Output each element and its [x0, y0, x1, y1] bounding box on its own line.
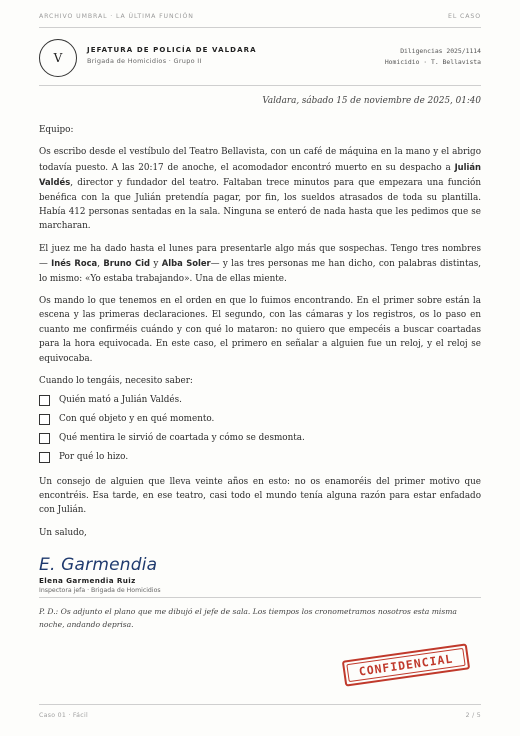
confidential-stamp: CONFIDENCIAL: [342, 643, 470, 686]
case-level: Caso 01 · Fácil: [39, 712, 88, 719]
running-header: [39, 13, 481, 20]
checklist-item: Con qué objeto y en qué momento.: [39, 410, 481, 429]
paragraph-4: Un consejo de alguien que lleva veinte años en esto: no os enamoréis del primer motivo que encontréis. Esa tarde, en ese teatro, casi todo el mundo tenía alguna razón para estar enfadado con Julián.: [39, 476, 481, 516]
checklist-item: Por qué lo hizo.: [39, 448, 481, 467]
handwritten-signature: E. Garmendia: [39, 555, 158, 575]
top-divider: [39, 27, 481, 28]
footer-divider: [39, 704, 481, 705]
case-reference: [385, 46, 481, 68]
case-number: Diligencias 2025/1114: [400, 47, 481, 55]
checklist: [39, 391, 481, 467]
dateline: Valdara, sábado 15 de noviembre de 2025, 01:40: [262, 96, 481, 106]
page-footer: [39, 712, 481, 719]
organization-name: JEFATURA DE POLICÍA DE VALDARA: [87, 46, 257, 54]
checklist-item: Qué mentira le sirvió de coartada y cómo se desmonta.: [39, 429, 481, 448]
postscript: P. D.: Os adjunto el plano que me dibujó el jefe de sala. Los tiempos los cronometramos nosotros esta misma noche, andando deprisa.: [39, 607, 457, 629]
signer-role: Inspectora jefa · Brigada de Homicidios: [39, 587, 161, 594]
closing: Un saludo,: [39, 527, 87, 538]
page-number: 2 / 5: [465, 712, 481, 719]
signer-name: Elena Garmendia Ruiz: [39, 576, 136, 585]
organization-unit: Brigada de Homicidios · Grupo II: [87, 57, 202, 65]
ps-divider: [39, 597, 481, 598]
paragraph-1: Os escribo desde el vestíbulo del Teatro Bellavista, con un café de máquina en la mano y el abrigo todavía puesto. A las 20:17 de anoche, el acomodador encontró muerto en su despacho a Julián Valdés, director y fundador del teatro. Faltaban trece minutos para que empezara una función benéfica con la que Julián pretendía pagar, por fin, los sueldos atrasados de toda su plantilla. Había 412 personas sentadas en la sala. Ninguna se enteró de nada hasta que les pedimos que se marcharan.: [39, 147, 481, 232]
police-seal-icon: V: [39, 39, 77, 77]
suspect-name: Bruno Cid: [103, 258, 151, 269]
victim-name: Julián Valdés: [39, 161, 481, 188]
checkbox[interactable]: [39, 395, 50, 406]
suspect-name: Alba Soler: [161, 258, 211, 269]
archive-title: ARCHIVO UMBRAL · LA ÚLTIMA FUNCIÓN: [39, 13, 194, 20]
letter-body: [39, 123, 481, 548]
case-type: Homicidio · T. Bellavista: [384, 58, 481, 66]
organization-block: [87, 46, 257, 65]
checkbox[interactable]: [39, 414, 50, 425]
suspect-name: Inés Roca: [51, 258, 98, 269]
header-divider: [39, 85, 481, 86]
checklist-intro: Cuando lo tengáis, necesito saber:: [39, 376, 193, 387]
paragraph-3: Os mando lo que tenemos en el orden en que lo fuimos encontrando. En el primer sobre están la escena y las primeras declaraciones. El segundo, con las cámaras y los registros, os lo paso en cuanto me confirméis cuándo y con qué lo mataron: no quiero que empecéis a buscar coartadas para la hora equivocada. En este caso, el primero en señalar a alguien fue un reloj, y el reloj se equivocaba.: [39, 296, 481, 364]
paragraph-2: El juez me ha dado hasta el lunes para presentarle algo más que sospechas. Tengo tres nombres — Inés Roca, Bruno Cid y Alba Soler— y las tres personas me han dicho, con palabras distintas, lo mismo: «Yo estaba trabajando». Una de ellas miente.: [39, 243, 482, 284]
letterhead: [39, 39, 481, 79]
checklist-item: Quién mató a Julián Valdés.: [39, 391, 481, 410]
greeting: Equipo:: [39, 125, 74, 135]
checkbox[interactable]: [39, 452, 50, 463]
signature-block: [39, 555, 161, 594]
checkbox[interactable]: [39, 433, 50, 444]
section-label: EL CASO: [448, 13, 481, 20]
